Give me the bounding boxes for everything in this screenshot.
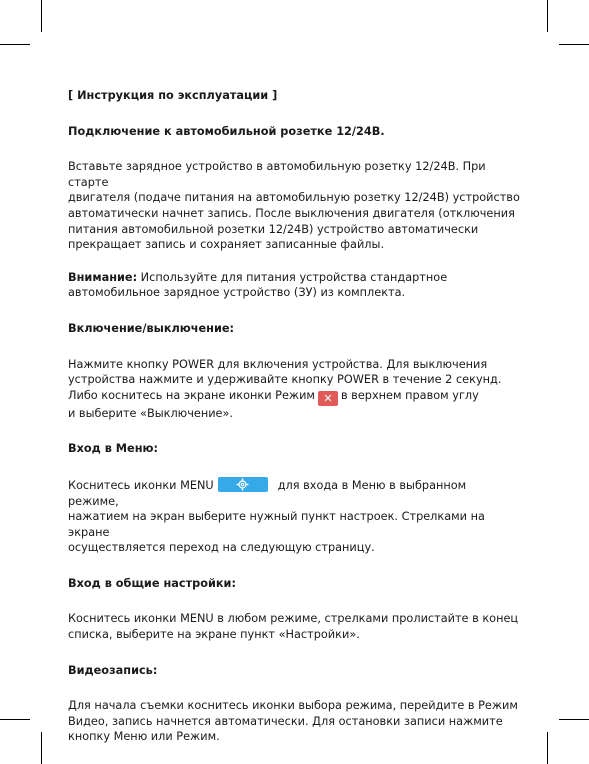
crop-mark <box>547 732 548 764</box>
text-line: списка, выберите на экране пункт «Настройки». <box>68 628 360 642</box>
section-heading: Вход в общие настройки: <box>68 576 236 590</box>
text-line: автоматически начнет запись. После выключения двигателя (отключения <box>68 206 515 220</box>
document-page <box>68 88 520 745</box>
warning-paragraph <box>68 270 520 286</box>
text-line: двигателя (подаче питания на автомобильную розетку 12/24В) устройство <box>68 191 520 205</box>
crop-mark <box>0 719 30 720</box>
section-heading: Подключение к автомобильной розетке 12/24В. <box>68 124 385 138</box>
text-line: питания автомобильной розетки 12/24В) устройство автоматически <box>68 222 479 236</box>
text-line: Видео, запись начнется автоматически. Для остановки записи нажмите <box>68 714 503 728</box>
text-line <box>68 388 520 406</box>
crop-mark <box>0 44 30 45</box>
warning-text: Используйте для питания устройства стандартное <box>137 270 448 284</box>
text-line: осуществляется переход на следующую страницу. <box>68 541 375 555</box>
warning-label: Внимание: <box>68 270 138 284</box>
text-line: Нажмите кнопку POWER для включения устройства. Для выключения <box>68 357 488 371</box>
text-fragment: для входа в Меню в выбранном режиме, <box>68 478 467 508</box>
text-line: автомобильное зарядное устройство (ЗУ) из комплекта. <box>68 286 406 300</box>
crop-mark <box>41 0 42 32</box>
text-line: устройства нажмите и удерживайте кнопку POWER в течение 2 секунд. <box>68 373 502 387</box>
text-line: Вставьте зарядное устройство в автомобильную розетку 12/24В. При старте <box>68 160 486 189</box>
section-heading: Вход в Меню: <box>68 442 159 456</box>
text-fragment: в верхнем правом углу <box>340 388 479 402</box>
crop-mark <box>559 44 589 45</box>
section-heading: Включение/выключение: <box>68 321 235 335</box>
crop-mark <box>547 0 548 32</box>
text-line: нажатием на экран выберите нужный пункт настроек. Стрелками на экране <box>68 510 485 539</box>
text-line: прекращает запись и сохраняет записанные файлы. <box>68 238 385 252</box>
text-line: кнопку Меню или Режим. <box>68 730 220 744</box>
crop-mark <box>41 732 42 764</box>
text-line: Для начала съемки коснитесь иконки выбора режима, перейдите в Режим <box>68 699 518 713</box>
text-line <box>68 477 520 509</box>
text-line: Коснитесь иконки MENU в любом режиме, стрелками пролистайте в конец <box>68 612 519 626</box>
text-line: и выберите «Выключение». <box>68 406 234 420</box>
gear-icon <box>218 477 268 492</box>
crop-mark <box>559 719 589 720</box>
document-title: [ Инструкция по эксплуатации ] <box>68 89 278 102</box>
text-fragment: Коснитесь иконки MENU <box>68 478 214 492</box>
text-fragment: Либо коснитесь на экране иконки Режим <box>68 388 315 402</box>
close-x-icon: ✕ <box>318 391 338 406</box>
section-heading: Видеозапись: <box>68 663 158 677</box>
